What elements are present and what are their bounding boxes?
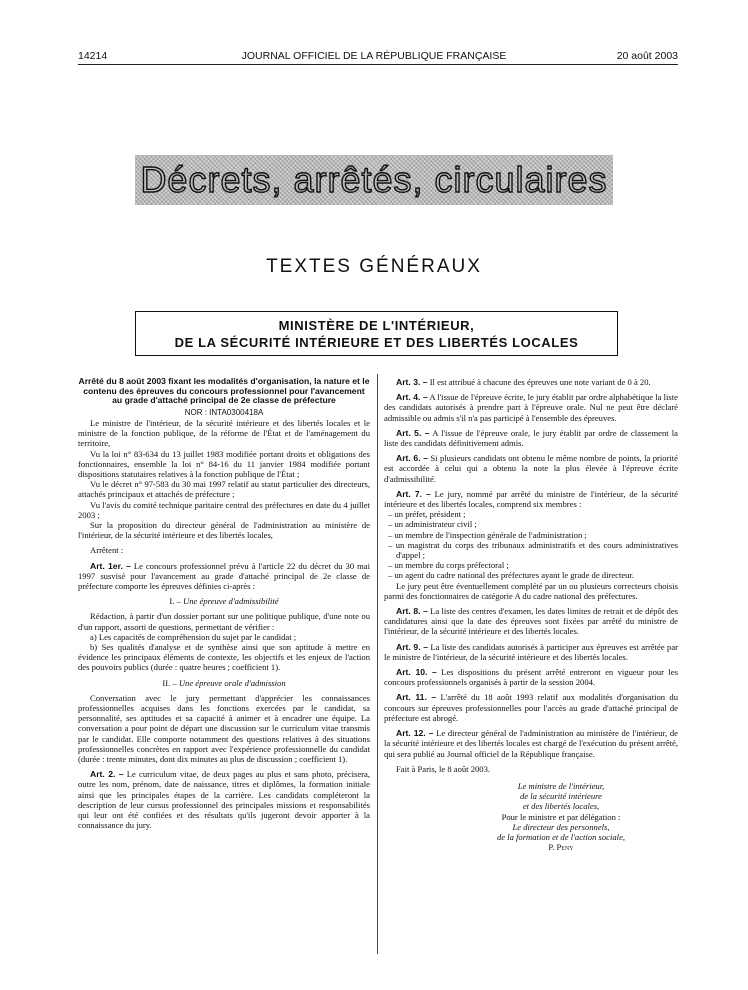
- article-text: Le concours professionnel prévu à l'article 22 du décret du 30 mai 1997 susvisé pour l'avancement au grade d'attaché principal de 2e classe de préfecture comporte les épreuves définies ci-après :: [78, 560, 371, 592]
- article-label: Art. 2. –: [90, 769, 124, 780]
- paragraph: Vu l'avis du comité technique paritaire central des préfectures en date du 4 juillet 2003 ;: [78, 499, 370, 520]
- signature-line: Le ministre de l'intérieur,: [517, 780, 605, 791]
- signature-line: de la sécurité intérieure: [519, 791, 602, 802]
- article-4: [384, 392, 678, 423]
- nor-reference: NOR : INTA0300418A: [184, 407, 264, 417]
- article-label: Art. 12. –: [396, 728, 434, 739]
- signature-line: de la formation et de l'action sociale,: [496, 831, 626, 842]
- issue-date: 20 août 2003: [616, 50, 678, 62]
- page-number: 14214: [78, 50, 108, 62]
- item-a: a) Les capacités de compréhension du sujet par le candidat ;: [90, 631, 297, 642]
- article-text: Le directeur général de l'administration au ministère de l'intérieur, de la sécurité intérieure et des libertés locales est chargé de l'exécution du présent arrêté, qui sera publié au Journal officiel de la République française.: [384, 728, 678, 759]
- article-text: Le curriculum vitae, de deux pages au plus et sans photo, précisera, outre les nom, prénom, date de naissance, titres et diplômes, la formation initiale ainsi que les principales étapes de la carrière. Les candidats compléteront la description de leur cursus professionnel des principales missions et responsabilités qui leur ont été confiées et des résultats qu'ils jugeront devoir apporter à la connaissance du jury.: [78, 769, 370, 831]
- section-name: Une épreuve d'admissibilité: [183, 596, 279, 607]
- article-text: L'arrêté du 18 août 1993 relatif aux modalités d'organisation du concours sur épreuves professionnelles pour l'accès au grade d'attaché principal de préfecture est abrogé.: [384, 692, 678, 723]
- section-title: TEXTES GÉNÉRAUX: [266, 256, 482, 277]
- section-heading: [78, 596, 370, 606]
- article-9: [384, 642, 678, 662]
- paragraph: Sur la proposition du directeur général de l'administration au ministère de l'intérieur, de la sécurité intérieure et des libertés locales,: [78, 520, 370, 541]
- paragraph: Vu le décret n° 97-583 du 30 mai 1997 relatif au statut particulier des directeurs, attachés principaux et attachés de préfecture ;: [78, 479, 370, 500]
- signature-line: et des libertés locales,: [522, 801, 600, 812]
- article-label: Art. 6. –: [396, 453, 429, 464]
- banner-text: Décrets, arrêtés, circulaires: [140, 159, 608, 200]
- article-text: La liste des candidats autorisés à participer aux épreuves est arrêtée par le ministre de l'intérieur, de la sécurité intérieure et des libertés locales.: [384, 641, 678, 662]
- article-3: [384, 377, 678, 387]
- jury-member: – un magistrat du corps des tribunaux administratifs et des cours administratives d'appel ;: [388, 539, 678, 561]
- header-rule: [78, 64, 678, 65]
- article-label: Art. 11. –: [396, 692, 437, 703]
- ministry-line2: DE LA SÉCURITÉ INTÉRIEURE ET DES LIBERTÉS LOCALES: [174, 335, 579, 350]
- article-text: A l'issue de l'épreuve écrite, le jury établit par ordre alphabétique la liste des candidats autorisés à prendre part à l'épreuve orale. Nul ne peut être déclaré admissible ou admis s'il n'a pas participé à l'ensemble des épreuves.: [384, 392, 678, 423]
- section-heading: [78, 678, 370, 688]
- paragraph: Conversation avec le jury permettant d'apprécier les connaissances professionnelles acquises dans les fonctions exercées par le candidat, sa personnalité, ses aptitudes et sa capacité à animer et à encadrer une équipe. La conversation a pour point de départ une discussion sur le curriculum vitae transmis par le candidat. Elle comporte notamment des questions relatives à des situations professionnelles concrètes en rapport avec l'expérience professionnelle du candidat (durée : trente minutes, dont dix minutes au plus de discussion ; coefficient 1).: [78, 692, 370, 765]
- jury-member: – un préfet, président ;: [388, 509, 466, 520]
- article-label: Art. 10. –: [396, 667, 437, 678]
- article-label: Art. 7. –: [396, 488, 431, 499]
- ministry-line1: MINISTÈRE DE L'INTÉRIEUR,: [278, 318, 475, 333]
- journal-title: JOURNAL OFFICIEL DE LA RÉPUBLIQUE FRANÇAISE: [241, 50, 507, 62]
- article-label: Art. 9. –: [396, 641, 428, 652]
- column-divider: [377, 374, 378, 954]
- left-column: [78, 377, 370, 831]
- section-number: I. –: [169, 596, 181, 607]
- signature-line: Le directeur des personnels,: [512, 821, 610, 832]
- done-at: Fait à Paris, le 8 août 2003.: [396, 763, 491, 774]
- right-column: [384, 377, 678, 852]
- ministry-box: [135, 311, 618, 356]
- article-label: Art. 8. –: [396, 606, 428, 617]
- signature-line: Pour le ministre et par délégation :: [501, 811, 621, 822]
- article-text: A l'issue de l'épreuve orale, le jury établit par ordre de classement la liste des candidats définitivement admis.: [384, 427, 678, 449]
- decree-title: Arrêté du 8 août 2003 fixant les modalités d'organisation, la nature et le contenu des épreuves du concours professionnel pour l'avancement au grade d'attaché principal de 2e classe de préfecture: [78, 376, 370, 406]
- article-text: Le jury, nommé par arrêté du ministre de l'intérieur, de la sécurité intérieure et des libertés locales, comprend six membres :: [384, 488, 678, 510]
- article-text: Si plusieurs candidats ont obtenu le même nombre de points, la priorité est accordée à celui qui a obtenu la note la plus élevée à l'épreuve écrite d'admissibilité.: [384, 453, 678, 484]
- article-10: [384, 667, 678, 687]
- arretent: Arrêtent :: [90, 545, 124, 556]
- article-text: La liste des centres d'examen, les dates limites de retrait et de dépôt des candidatures ainsi que la date des épreuves sont fixées par arrêté du ministre de l'intérieur, de la sécurité intérieure et des libertés locales.: [384, 606, 678, 637]
- section-name: Une épreuve orale d'admission: [178, 677, 286, 688]
- signatory-name: P. Peny: [548, 842, 574, 853]
- section-number: II. –: [162, 677, 177, 688]
- article-label: Art. 4. –: [396, 392, 428, 403]
- jury-member: – un administrateur civil ;: [388, 519, 477, 530]
- article-label: Art. 3. –: [396, 377, 428, 387]
- item-b: b) Ses qualités d'analyse et de synthèse ainsi que son aptitude à mettre en évidence les principaux éléments de contexte, les objectifs et les enjeux de l'action des pouvoirs publics (durée : quatre heures ; coefficient 1).: [78, 642, 370, 673]
- article-text: Il est attribué à chacune des épreuves une note variant de 0 à 20.: [429, 377, 651, 387]
- section-banner: [135, 155, 613, 205]
- article-6: [384, 453, 678, 484]
- article-7: [384, 489, 678, 509]
- jury-member: – un membre de l'inspection générale de l'administration ;: [388, 529, 587, 540]
- paragraph: Le ministre de l'intérieur, de la sécurité intérieure et des libertés locales et le ministre de la fonction publique, de la réforme de l'État et de l'aménagement du territoire,: [78, 417, 370, 449]
- article-label: Art. 5. –: [396, 427, 430, 438]
- paragraph: Vu la loi n° 83-634 du 13 juillet 1983 modifiée portant droits et obligations des fonctionnaires, ensemble la loi n° 84-16 du 11 janvier 1984 modifiée portant dispositions statutaires relatives à la fonction publique de l'État ;: [78, 448, 370, 479]
- article-12: [384, 728, 678, 759]
- article-1: [78, 561, 370, 592]
- jury-member: – un agent du cadre national des préfectures ayant le grade de directeur.: [388, 570, 634, 581]
- jury-member: – un membre du corps préfectoral ;: [388, 560, 509, 571]
- article-8: [384, 606, 678, 637]
- article-text: Les dispositions du présent arrêté entreront en vigueur pour les concours professionnels organisés à partir de la session 2004.: [384, 667, 678, 688]
- article-2: [78, 769, 370, 830]
- article-11: [384, 692, 678, 723]
- paragraph: Le jury peut être éventuellement complété par un ou plusieurs correcteurs choisis parmi des fonctionnaires de catégorie A du cadre national des préfectures.: [384, 580, 678, 601]
- paragraph: Rédaction, à partir d'un dossier portant sur une politique publique, d'une note ou d'un rapport, assorti de questions, permettant de vérifier :: [78, 611, 370, 632]
- article-label: Art. 1er. –: [90, 560, 131, 571]
- article-5: [384, 428, 678, 448]
